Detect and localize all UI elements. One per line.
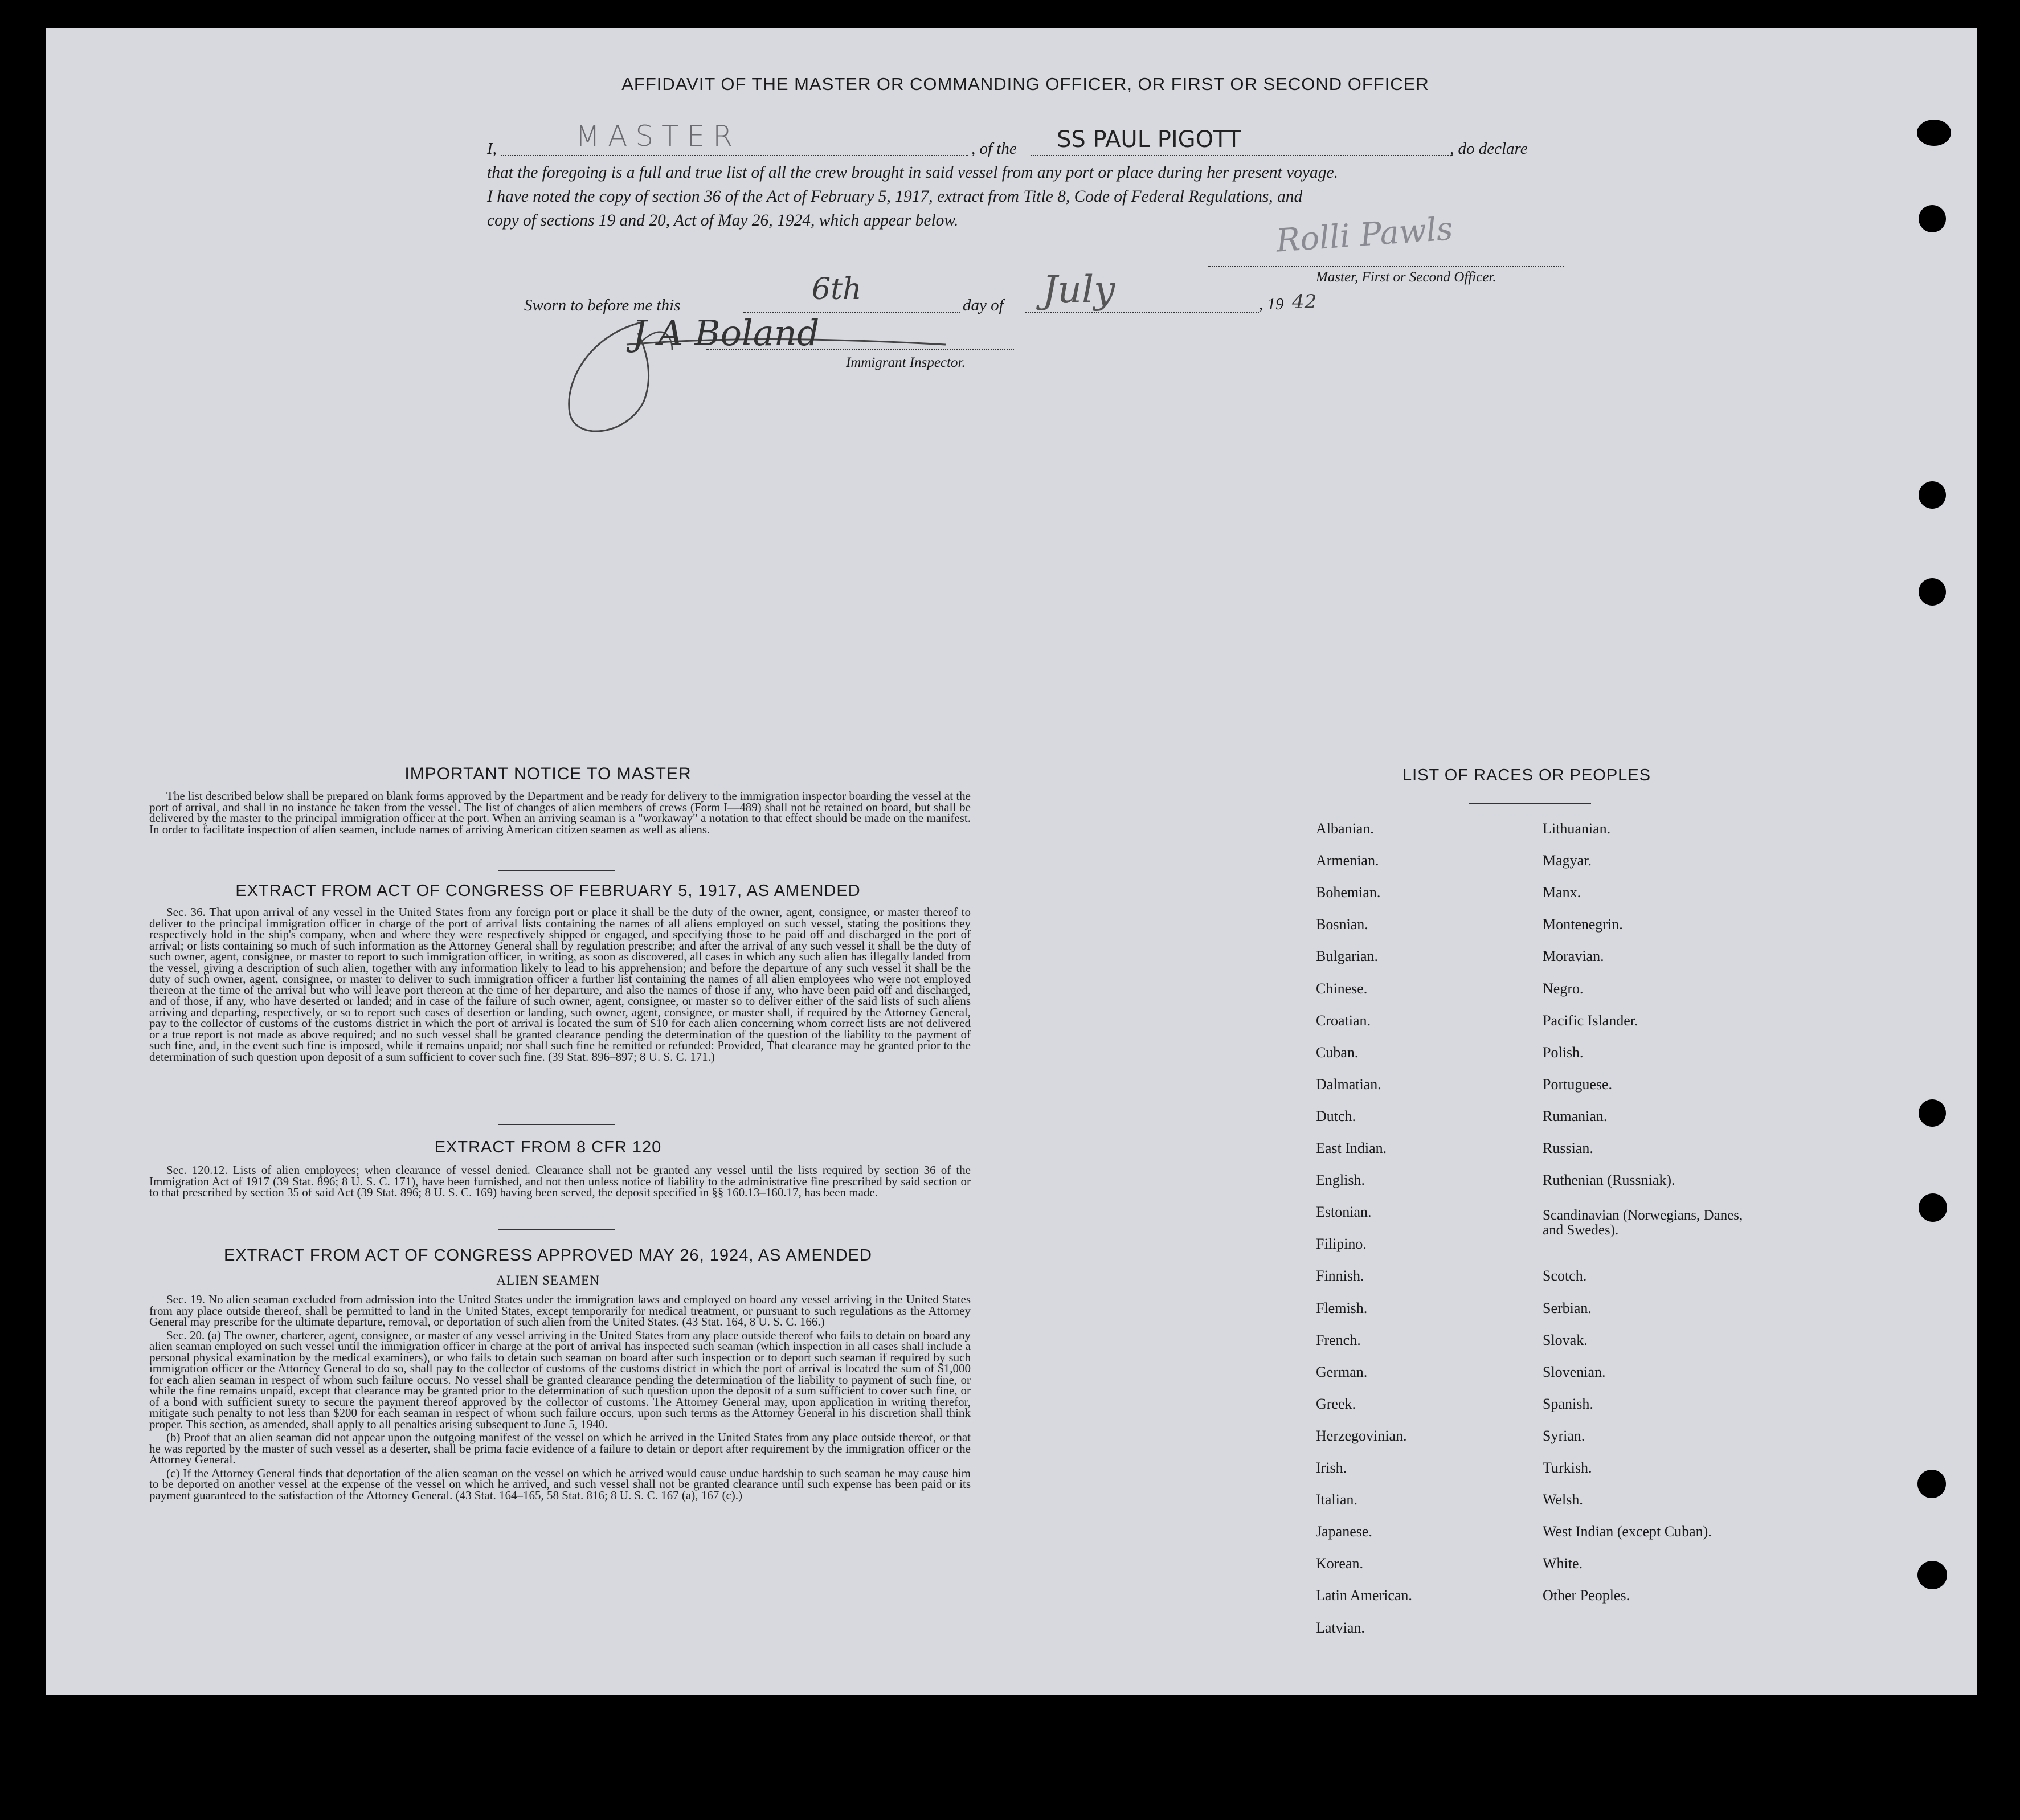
binder-hole	[1919, 578, 1946, 606]
year-handwriting: 42	[1292, 291, 1317, 313]
binder-hole	[1919, 1193, 1947, 1222]
race-item: Ruthenian (Russniak).	[1543, 1172, 1675, 1189]
sworn-label: Sworn to before me this	[524, 296, 681, 314]
declaration-line-2: I have noted the copy of section 36 of the Act of February 5, 1917, extract from Title 8, Code of Federal Regulations, and	[487, 187, 1303, 206]
race-item: Latvian.	[1316, 1619, 1365, 1636]
sworn-day-handwriting: 6th	[812, 272, 862, 306]
race-item: Estonian.	[1316, 1204, 1372, 1221]
race-item: West Indian (except Cuban).	[1543, 1523, 1712, 1540]
binder-hole	[1919, 205, 1946, 232]
extract-1917-title: EXTRACT FROM ACT OF CONGRESS OF FEBRUARY 5, 1917, AS AMENDED	[235, 882, 861, 900]
divider	[498, 1229, 615, 1230]
race-item: Bulgarian.	[1316, 948, 1379, 965]
race-item: English.	[1316, 1172, 1365, 1189]
race-item: Chinese.	[1316, 980, 1368, 997]
extract-8cfr-paragraph: Sec. 120.12. Lists of alien employees; when clearance of vessel denied. Clearance shall not be granted any vessel until the lists required by section 36 of the Immigration Act of 1917 (39 Stat. 896; 8 U. S. C. 171), have been furnished, and not then unless notice of liability to the administrative fine prescribed by said section or to that prescribed by section 35 of said Act (39 Stat. 896; 8 U. S. C. 169) having been served, the deposit specified in §§ 160.13–160.17, has been made.	[149, 1163, 971, 1199]
officer-caption: Master, First or Second Officer.	[1316, 269, 1496, 285]
divider	[1469, 803, 1591, 804]
binder-hole	[1919, 481, 1946, 509]
extract-1917-paragraph: Sec. 36. That upon arrival of any vessel in the United States from any foreign port or place it shall be the duty of the owner, agent, consignee, or master thereof to deliver to the principal immigration officer in charge of the port of arrival lists containing the names of all aliens employed on such vessel, stating the positions they respectively hold in the ship's company, when and where they were respectively shipped or engaged, and specifying those to be paid off and discharged in the port of arrival; or lists containing so much of such information as the Attorney General shall by regulation prescribe; and after the arrival of any such vessel it shall be the duty of such owner, agent, consignee, or master to report to such immigration officer, in writing, as soon as discovered, all cases in which any such alien has illegally landed from the vessel, giving a description of such alien, together with any information likely to lead to his apprehension; and before the departure of any such vessel it shall be the duty of such owner, agent, consignee, or master to deliver to such immigration officer a further list containing the names of all alien employees who were not employed thereon at the time of the arrival but who will leave port thereon at the time of her departure, and also the names of those if any, who have been paid off and discharged, and of those, if any, who have deserted or landed; and in case of the failure of such owner, agent, consignee, or master so to deliver either of the said lists of such aliens arriving and departing, respectively, or so to report such cases of desertion or landing, such owner, agent, consignee, or master shall, if required by the Attorney General, pay to the collector of customs of the customs district in which the port of arrival is located the sum of $10 for each alien concerning whom correct lists are not delivered or a true report is not made as above required; and no such vessel shall be granted clearance pending the determination of the question of the liability to the payment of such fine, and, in the event such fine is imposed, while it remains unpaid; nor shall such fine be remitted or refunded: Provided, That clearance may be granted prior to the determination of such question upon deposit of a sum sufficient to cover such fine. (39 Stat. 896–897; 8 U. S. C. 171.)	[149, 905, 971, 1064]
race-item: Manx.	[1543, 884, 1581, 901]
officer-signature: Rolli Pawls	[1275, 210, 1454, 260]
race-item: Bosnian.	[1316, 916, 1368, 933]
race-item: Dutch.	[1316, 1107, 1356, 1124]
race-item: Montenegrin.	[1543, 916, 1623, 933]
vessel-line	[1031, 154, 1453, 156]
race-item: Serbian.	[1543, 1299, 1592, 1316]
binder-hole	[1917, 1470, 1946, 1498]
race-item: Syrian.	[1543, 1427, 1585, 1444]
race-item: Flemish.	[1316, 1299, 1368, 1316]
race-item: East Indian.	[1316, 1140, 1387, 1156]
race-item: Bohemian.	[1316, 884, 1381, 901]
binder-hole	[1917, 120, 1951, 146]
divider	[498, 1124, 615, 1125]
extract-1924-subtitle: ALIEN SEAMEN	[496, 1273, 600, 1287]
race-item: Japanese.	[1316, 1523, 1372, 1540]
race-item: Dalmatian.	[1316, 1075, 1381, 1093]
race-item: White.	[1543, 1555, 1583, 1572]
race-item: Scandinavian (Norwegians, Danes, and Swedes).	[1543, 1208, 1743, 1238]
race-item: Latin American.	[1316, 1587, 1412, 1604]
extract-8cfr-title: EXTRACT FROM 8 CFR 120	[434, 1138, 662, 1156]
binder-hole	[1919, 1099, 1946, 1127]
race-item: Greek.	[1316, 1395, 1356, 1412]
sworn-month-handwriting: July	[1042, 268, 1115, 312]
extract-1917-body	[149, 907, 971, 1065]
race-item: Armenian.	[1316, 852, 1379, 869]
race-item: Other Peoples.	[1543, 1587, 1630, 1604]
inspector-signature: J A Boland	[632, 312, 820, 354]
race-item: Welsh.	[1543, 1491, 1583, 1508]
race-item: Pacific Islander.	[1543, 1012, 1638, 1029]
declaration-line-1: that the foregoing is a full and true list of all the crew brought in said vessel from any port or place during her present voyage.	[487, 163, 1338, 182]
notice-body	[149, 791, 971, 837]
races-title: LIST OF RACES OR PEOPLES	[1402, 766, 1651, 784]
extract-1924-body	[149, 1294, 971, 1503]
race-item: Lithuanian.	[1543, 820, 1611, 837]
race-item: Spanish.	[1543, 1395, 1593, 1412]
divider	[498, 870, 615, 871]
race-item: Cuban.	[1316, 1044, 1359, 1061]
master-handwriting: MASTER	[575, 120, 741, 153]
notice-paragraph: The list described below shall be prepared on blank forms approved by the Department and be ready for delivery to the immigration inspector boarding the vessel at the port of arrival, and shall in no instance be taken from the vessel. The list of changes of alien members of crews (Form I—489) shall not be retained on board, but shall be delivered by the master to the principal immigration officer at the port. When an arriving seaman is a "workaway" a notation to that effect should be made on the manifest. In order to facilitate inspection of alien seamen, include names of arriving American citizen seamen as well as aliens.	[149, 789, 971, 836]
extract-1924-title: EXTRACT FROM ACT OF CONGRESS APPROVED MAY 26, 1924, AS AMENDED	[224, 1246, 872, 1265]
inspector-signature-line	[706, 347, 1014, 350]
day-of-label: day of	[963, 296, 1004, 314]
race-item: Rumanian.	[1543, 1107, 1608, 1124]
race-item: German.	[1316, 1363, 1368, 1380]
race-item: Herzegovinian.	[1316, 1427, 1407, 1444]
year-prefix: , 19	[1259, 295, 1284, 313]
affidavit-title: AFFIDAVIT OF THE MASTER OR COMMANDING OFFICER, OR FIRST OR SECOND OFFICER	[621, 74, 1429, 94]
notice-title: IMPORTANT NOTICE TO MASTER	[404, 764, 692, 783]
race-item: Filipino.	[1316, 1236, 1367, 1253]
race-item: Italian.	[1316, 1491, 1357, 1508]
inspector-caption: Immigrant Inspector.	[846, 355, 966, 370]
race-item: Irish.	[1316, 1459, 1347, 1476]
race-item: Slovak.	[1543, 1331, 1588, 1348]
race-item: Slovenian.	[1543, 1363, 1606, 1380]
officer-signature-line	[1208, 265, 1564, 267]
extract-1924-paragraph: Sec. 19. No alien seaman excluded from admission into the United States under the immigration laws and employed on board any vessel arriving in the United States from any place outside thereof, shall be permitted to land in the United States, except temporarily for medical treatment, or pursuant to such regulations as the Attorney General may prescribe for the ultimate departure, removal, or deportation of such alien from the United States. (43 Stat. 164, 8 U. S. C. 166.)	[149, 1293, 971, 1328]
race-item: Magyar.	[1543, 852, 1592, 869]
race-item: French.	[1316, 1331, 1361, 1348]
race-item: Russian.	[1543, 1140, 1593, 1156]
declaration-line-3: copy of sections 19 and 20, Act of May 26, 1924, which appear below.	[487, 211, 959, 230]
vessel-name-stamp: SS PAUL PIGOTT	[1057, 126, 1241, 153]
race-item: Finnish.	[1316, 1267, 1364, 1285]
extract-1924-paragraph: (c) If the Attorney General finds that deportation of the alien seaman on the vessel on which he arrived would cause undue hardship to such seaman he may cause him to be deported on another vessel at the expense of the vessel on which he arrived, and such vessel shall not be granted clearance until such expense has been paid or its payment guaranteed to the satisfaction of the Attorney General. (43 Stat. 164–165, 58 Stat. 816; 8 U. S. C. 167 (a), 167 (c).)	[149, 1466, 971, 1502]
race-item: Moravian.	[1543, 948, 1604, 965]
extract-1924-paragraph: Sec. 20. (a) The owner, charterer, agent, consignee, or master of any vessel arriving in the United States from any place outside thereof who fails to detain on board any alien seaman employed on such vessel until the immigration officer in charge at the port of arrival has inspected such seaman (which inspection in all cases shall include a personal physical examination by the medical examiners), or who fails to detain such seaman on board after such inspection or to deport such seaman if required by such immigration officer or the Attorney General to do so, shall pay to the collector of customs of the customs district in which the port of arrival is located the sum of $1,000 for each alien seaman in respect of whom such failure occurs. No vessel shall be granted clearance pending the determination of the liability to payment of such fine, or while the fine remains unpaid, except that clearance may be granted prior to the determination of such question upon the deposit of a sum sufficient to cover such fine, or of a bond with sufficient surety to secure the payment thereof approved by the collector of customs. The Attorney General may, upon application in writing therefor, mitigate such penalty to not less than $200 for each seaman in respect of whom such failure occurs, upon such terms as the Attorney General in his discretion shall think proper. This section, as amended, shall apply to all penalties arising subsequent to June 5, 1940.	[149, 1328, 971, 1431]
race-item: Negro.	[1543, 980, 1584, 997]
race-item: Korean.	[1316, 1555, 1364, 1572]
race-item: Turkish.	[1543, 1459, 1592, 1476]
extract-8cfr-body	[149, 1165, 971, 1201]
race-item: Polish.	[1543, 1044, 1584, 1061]
i-label: I,	[487, 140, 497, 158]
extract-1924-paragraph: (b) Proof that an alien seaman did not appear upon the outgoing manifest of the vessel on which he arrived in the United States from any place outside thereof, or that he was reported by the master of such vessel as a deserter, shall be prima facie evidence of a failure to detain or deport after requirement by the immigration officer or the Attorney General.	[149, 1430, 971, 1466]
do-declare-label: , do declare	[1450, 140, 1528, 158]
race-item: Scotch.	[1543, 1267, 1587, 1285]
of-the-label: , of the	[971, 140, 1017, 158]
binder-hole	[1917, 1561, 1947, 1589]
master-line	[501, 154, 968, 156]
race-item: Croatian.	[1316, 1012, 1371, 1029]
race-item: Albanian.	[1316, 820, 1374, 837]
race-item: Portuguese.	[1543, 1075, 1613, 1093]
